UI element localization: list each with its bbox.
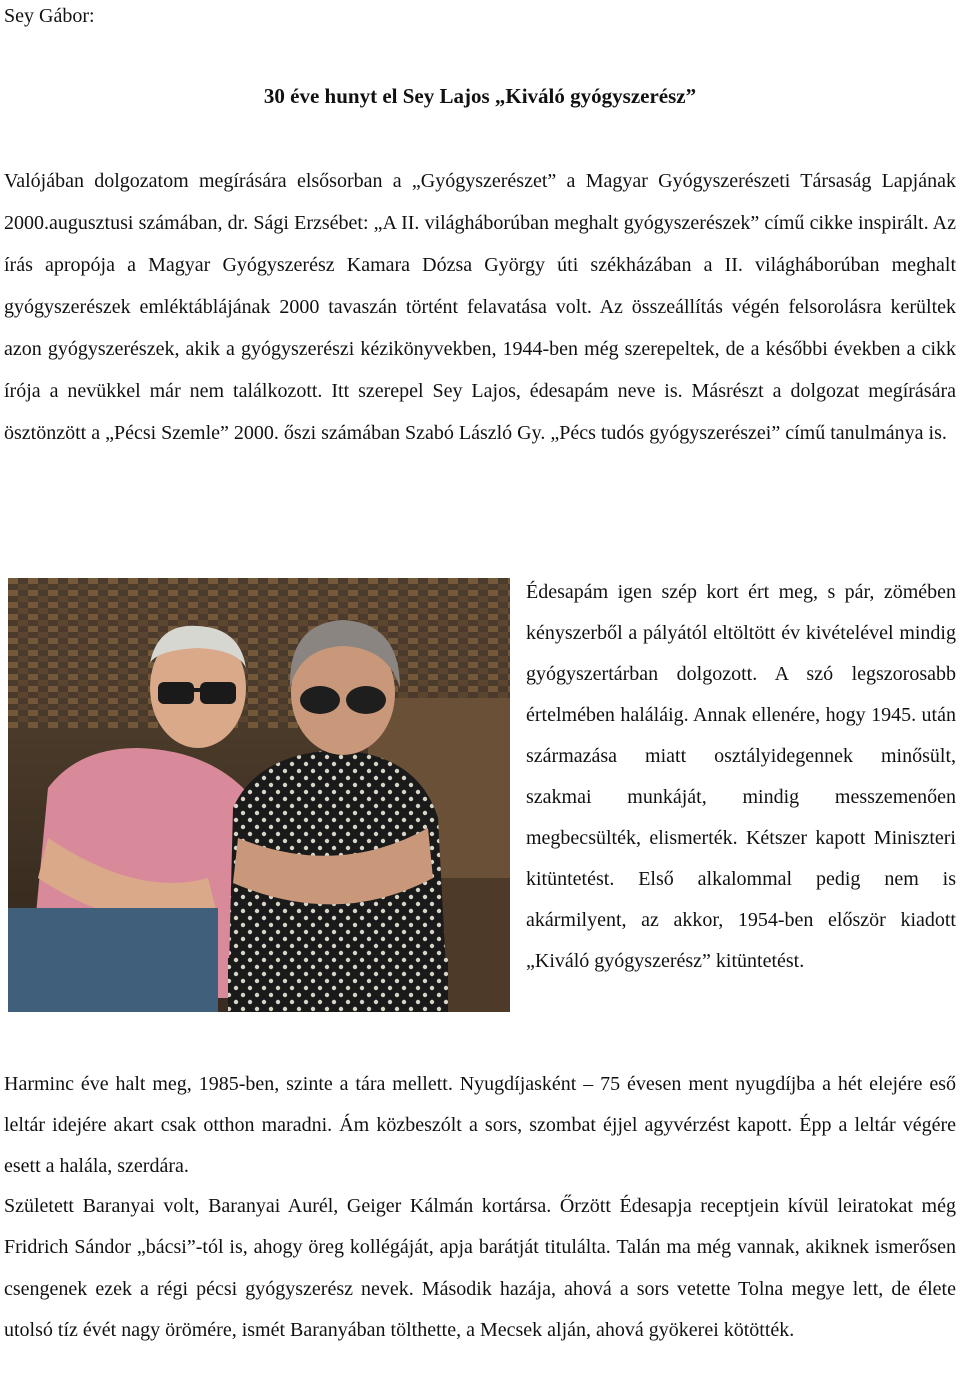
intro-paragraph: Valójában dolgozatom megírására elsősorban a „Gyógyszerészet” a Magyar Gyógyszerészeti Társaság Lapjának 2000.augusztusi számában, dr. Sági Erzsébet: „A II. világháborúban meghalt gyógyszerészek” című cikke inspirált. Az írás apropója a Magyar Gyógyszerész Kamara Dózsa György úti székházában a II. világháborúban meghalt gyógyszerészek emléktáblájának 2000 tavaszán történt felavatása volt. Az összeállítás végén felsorolásra kerültek azon gyógyszerészek, akik a gyógyszerészi kézikönyvekben, 1944-ben még szerepeltek, de a későbbi években a cikk írója a nevükkel már nem találkozott. Itt szerepel Sey Lajos, édesapám neve is. Másrészt a dolgozat megírására ösztönzött a „Pécsi Szemle” 2000. őszi számában Szabó László Gy. „Pécs tudós gyógyszerészei” című tanulmánya is. [4,170,956,444]
death-paragraph: Harminc éve halt meg, 1985-ben, szinte a tára mellett. Nyugdíjasként – 75 évesen ment nyugdíjba a hét elejére eső leltár idejére akart csak otthon maradni. Ám közbeszólt a sors, szombat éjjel agyvérzést kapott. Épp a leltár végére esett a halála, szerdára. [4,1073,956,1177]
side-paragraph: Édesapám igen szép kort ért meg, s pár, zömében kényszerből a pályától eltöltött év kivételével mindig gyógyszertárban dolgozott. A szó legszorosabb értelmében haláláig. Annak ellenére, hogy 1945. után származása miatt osztályidegennek minősült, szakmai munkáját, mindig messzemenően megbecsülték, elismerték. Kétszer kapott Miniszteri kitüntetést. Első alkalommal pedig nem is akármilyent, az akkor, 1954-ben először kiadott „Kiváló gyógyszerész” kitüntetést. [526,581,956,972]
portrait-photo [8,578,510,1012]
origin-paragraph: Született Baranyai volt, Baranyai Aurél, Geiger Kálmán kortársa. Őrzött Édesapja receptjein kívül leiratokat még Fridrich Sándor „bácsi”-tól is, ahogy öreg kollégáját, apja barátját titulálta. Talán ma még vannak, akiknek ismerősen csengenek ezek a régi pécsi gyógyszerész nevek. Második hazája, ahová a sors vetette Tolna megye lett, de élete utolsó tíz évét nagy örömére, ismét Baranyában tölthette, a Mecsek alján, ahová gyökerei kötötték. [4,1195,956,1341]
article-title: 30 éve hunyt el Sey Lajos „Kiváló gyógyszerész” [263,84,697,108]
author-name: Sey Gábor: [4,5,95,27]
